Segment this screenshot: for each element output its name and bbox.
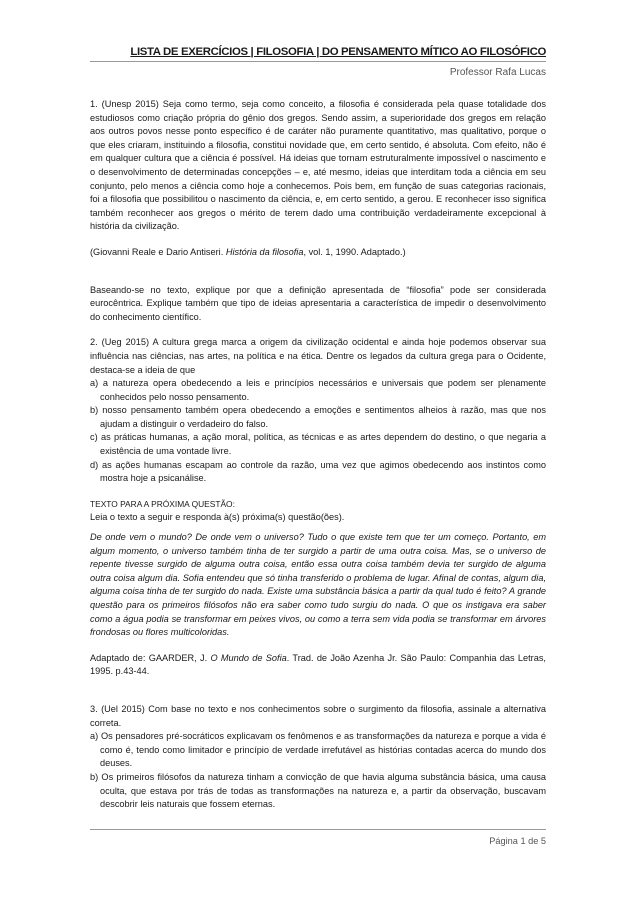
question-2-text: 2. (Ueg 2015) A cultura grega marca a origem da civilização ocidental e ainda hoje podemos observar sua influência nas ciências, nas artes, na política e na ética. Dentre os legados da cultura grega para o Ocidente, destaca-se a ideia de que xyxy=(90,337,546,375)
question-3-option-b: b) Os primeiros filósofos da natureza tinham a convicção de que havia alguma substância básica, uma causa oculta, que estava por trás de todas as transformações na natureza e, a partir da observação, buscavam descobrir leis naturais que fossem eternas. xyxy=(90,771,546,810)
question-2-option-b: b) nosso pensamento também opera obedecendo a emoções e sentimentos alheios à razão, mas que nos ajudam a distinguir o verdadeiro do falso. xyxy=(90,405,546,429)
question-1-source: (Giovanni Reale e Dario Antiseri. História da filosofia, vol. 1, 1990. Adaptado.) xyxy=(90,246,406,257)
context-source: Adaptado de: GAARDER, J. O Mundo de Sofia. Trad. de João Azenha Jr. São Paulo: Companhia das Letras, 1995. p.43-44. xyxy=(90,652,546,677)
page-number: Página 1 de 5 xyxy=(489,836,546,846)
footer-divider xyxy=(90,829,546,830)
question-number: 2. xyxy=(90,337,98,348)
question-3-option-a: a) Os pensadores pré-socráticos explicavam os fenômenos e as transformações da natureza e porque a vida é como é, tendo como limitador e princípio de verdade irrefutável as histórias contadas acerca do mundo dos deuses. xyxy=(90,731,546,769)
context-label: TEXTO PARA A PRÓXIMA QUESTÃO: xyxy=(90,498,235,509)
header-divider xyxy=(90,61,546,62)
question-number: 3. xyxy=(90,703,98,714)
document-title: LISTA DE EXERCÍCIOS | FILOSOFIA | DO PENSAMENTO MÍTICO AO FILOSÓFICO xyxy=(130,46,546,58)
document-content xyxy=(90,98,546,812)
question-1-prompt: Baseando-se no texto, explique por que a definição apresentada de “filosofia” pode ser considerada eurocêntrica. Explique também que tipo de ideias apresentaria a característica de impedir o desenvolvimento do conhecimento científico. xyxy=(90,284,546,322)
author-name: Professor Rafa Lucas xyxy=(449,67,546,78)
context-excerpt: De onde vem o mundo? De onde vem o universo? Tudo o que existe tem que ter um começo. Portanto, em algum momento, o universo também tinha de ter surgido a partir de uma outra coisa. Mas, se o universo de repente tivesse surgido de alguma outra coisa, então essa outra coisa também devia ter surgido de alguma outra coisa algum dia. Sofia entendeu que só tinha transferido o problema de lugar. Afinal de contas, algum dia, alguma coisa tinha de ter surgido do nada. Existe uma substância básica a partir da qual tudo é feito? A grande questão para os primeiros filósofos não era saber como tudo surgiu do nada. O que os instigava era saber como a água podia se transformar em peixes vivos, ou como a terra sem vida podia se transformar em árvores frondosas ou flores multicoloridas. xyxy=(90,532,546,638)
question-3-text: 3. (Uel 2015) Com base no texto e nos conhecimentos sobre o surgimento da filosofia, assinale a alternativa correta. xyxy=(90,703,546,728)
question-2-option-c: c) as práticas humanas, a ação moral, política, as técnicas e as artes dependem do destino, o que negaria a existência de uma vontade livre. xyxy=(90,432,546,457)
question-1-text: 1. (Unesp 2015) Seja como termo, seja como conceito, a filosofia é considerada pela quase totalidade dos estudiosos como criação própria do gênio dos gregos. Sendo assim, a superioridade dos gregos em relação aos outros povos nesse ponto específico é de caráter não puramente quantitativo, mas qualitativo, porque o que eles criaram, instituindo a filosofia, constitui novidade que, em certo sentido, é absoluta. Com efeito, não é em qualquer cultura que a ciência é possível. Há ideias que tornam estruturalmente impossível o nascimento e o desenvolvimento de determinadas concepções – e, até mesmo, ideias que interditam toda a ciência em seu conjunto, pelo menos a ciência como hoje a conhecemos. Pois bem, em função de suas categorias racionais, foi a filosofia que possibilitou o nascimento da ciência, e, em certo sentido, a gerou. E reconhecer isso significa também reconhecer aos gregos o mérito de terem dado uma contribuição verdadeiramente excepcional à história da civilização. xyxy=(90,99,546,232)
question-number: 1. xyxy=(90,99,98,109)
context-instruction: Leia o texto a seguir e responda à(s) próxima(s) questão(ões). xyxy=(90,512,345,523)
question-2-option-a: a) a natureza opera obedecendo a leis e princípios necessários e universais que podem ser plenamente conhecidos pelo nosso pensamento. xyxy=(90,378,546,402)
question-2-option-d: d) as ações humanas escapam ao controle da razão, uma vez que agimos obedecendo aos instintos como mostra hoje a psicanálise. xyxy=(90,459,546,484)
